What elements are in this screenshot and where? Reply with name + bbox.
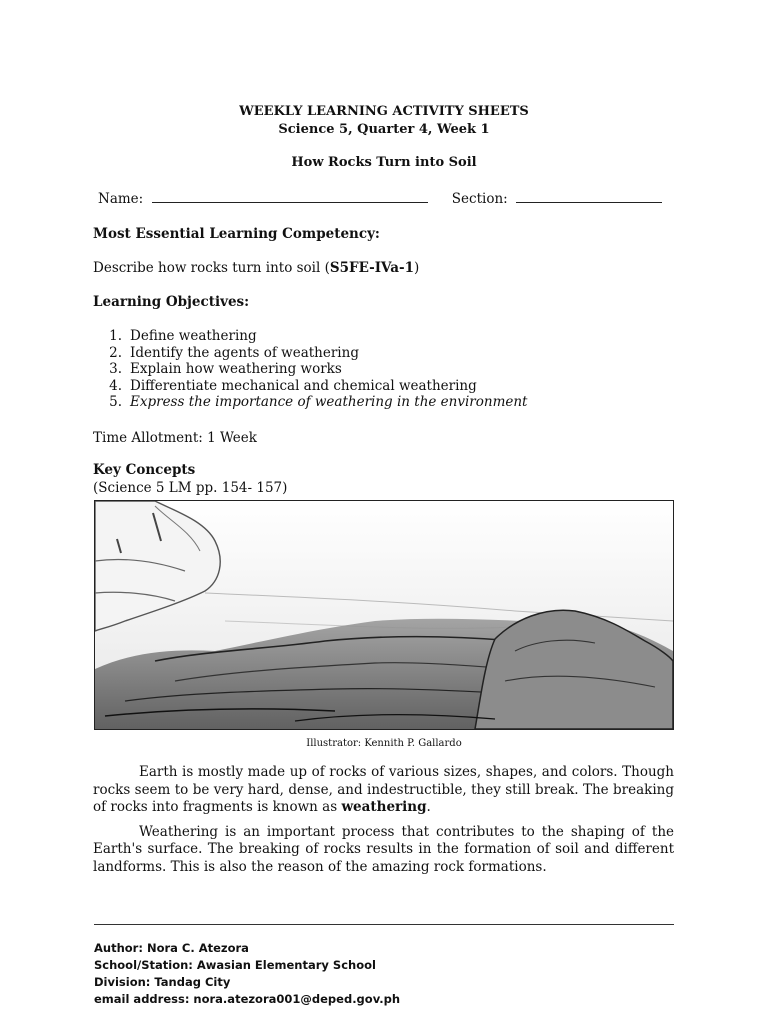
footer-author: Author: Nora C. Atezora [94, 941, 249, 955]
footer-division: Division: Tandag City [94, 975, 231, 989]
competency-text-before: Describe how rocks turn into soil ( [93, 260, 330, 276]
footer-divider [94, 924, 674, 925]
competency-text [93, 260, 419, 276]
section-label: Section: [451, 191, 508, 207]
name-section-row [98, 188, 662, 207]
competency-text-after: ) [414, 260, 420, 276]
footer-info [94, 940, 400, 1008]
name-label: Name: [98, 191, 144, 207]
figure-caption: Illustrator: Kennith P. Gallardo [306, 738, 462, 749]
section-field[interactable] [516, 188, 662, 203]
footer-email: email address: nora.atezora001@deped.gov.ph [94, 992, 401, 1006]
objective-item: 4. Differentiate mechanical and chemical weathering [109, 377, 477, 394]
paragraph-2: Weathering is an important process that contributes to the shaping of the Earth's surface. The breaking of rocks results in the formation of soil and different landforms. This is also the reason of the amazing rock formations. [93, 823, 674, 875]
objective-item: 3. Explain how weathering works [109, 361, 342, 377]
key-concepts-heading: Key Concepts [93, 462, 196, 478]
objectives-heading: Learning Objectives: [93, 294, 250, 310]
key-concepts-reference: (Science 5 LM pp. 154- 157) [93, 480, 288, 496]
objective-item: 5. Express the importance of weathering in the environment [109, 394, 528, 410]
objective-item: 1. Define weathering [109, 328, 257, 344]
objective-item: 2. Identify the agents of weathering [109, 344, 359, 361]
objectives-list [100, 328, 528, 411]
time-allotment: Time Allotment: 1 Week [93, 430, 257, 446]
lesson-title: How Rocks Turn into Soil [291, 155, 477, 170]
sheet-subtitle: Science 5, Quarter 4, Week 1 [278, 122, 490, 137]
competency-heading: Most Essential Learning Competency: [93, 226, 380, 242]
name-field[interactable] [152, 188, 428, 203]
paragraph-1: Earth is mostly made up of rocks of various sizes, shapes, and colors. Though rocks seem to be very hard, dense, and indestructible, they still break. The breaking of rocks into fragments is known as weathering. [93, 764, 674, 815]
body-text [93, 764, 674, 883]
footer-school: School/Station: Awasian Elementary School [94, 958, 376, 972]
rock-formation-illustration [94, 500, 674, 730]
sheet-title: WEEKLY LEARNING ACTIVITY SHEETS [239, 104, 529, 119]
competency-code: S5FE-IVa-1 [329, 260, 415, 276]
weathering-term: weathering [341, 799, 427, 815]
